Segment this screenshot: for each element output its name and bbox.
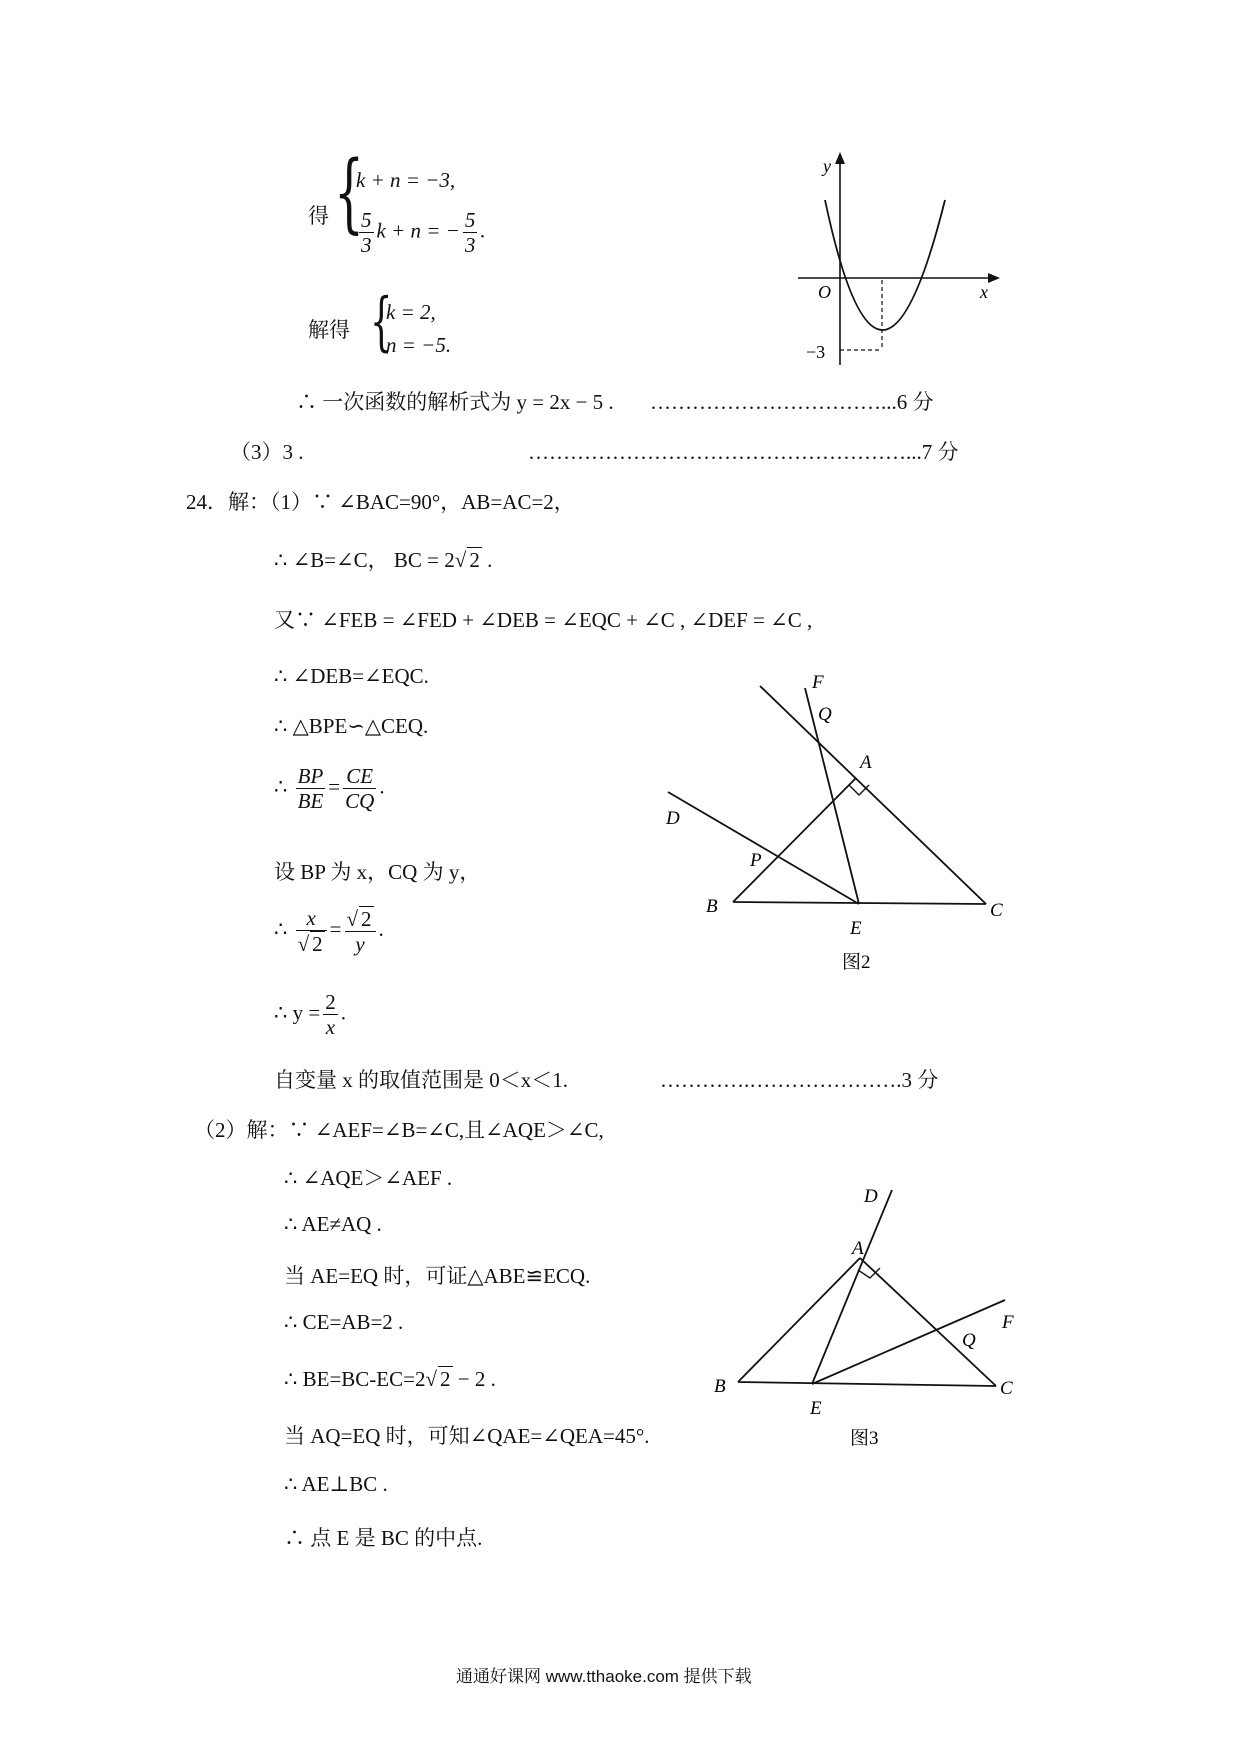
figure-2 — [660, 670, 1020, 980]
fig3-label-Q: Q — [962, 1330, 976, 1351]
fig2-label-A: A — [860, 752, 872, 773]
part2-line8: ∴ AE⊥BC . — [284, 1472, 388, 1496]
parabola-figure — [790, 150, 1010, 380]
p24-line2: ∴ ∠B=∠C， BC = 2√ 2 . — [274, 548, 493, 572]
fig2-label-C: C — [990, 900, 1003, 921]
y-axis-arrow — [835, 152, 845, 164]
part2-line6: ∴ BE=BC-EC=2√ 2 − 2 . — [284, 1367, 496, 1391]
fig2-label-F: F — [812, 672, 824, 693]
p24-line4: ∴ ∠DEB=∠EQC. — [274, 664, 429, 688]
system2-brace: { — [370, 285, 393, 359]
p24-line9: ∴ y = $\frac{2}{x}$ . — [274, 990, 346, 1040]
system2-prefix: 解得 — [308, 318, 350, 342]
fig3-label-F: F — [1002, 1312, 1014, 1333]
fig3-label-C: C — [1000, 1378, 1013, 1399]
p24-line5: ∴ △BPE∽△CEQ. — [274, 714, 429, 738]
parabola-curve — [825, 200, 945, 330]
part2-line9: ∴ 点 E 是 BC 的中点. — [284, 1526, 483, 1550]
fig2-line-EF — [805, 688, 859, 904]
system2-eq1: k = 2, — [386, 300, 436, 324]
part2-line1: （2）解：∵ ∠AEF=∠B=∠C,且∠AQE＞∠C, — [194, 1118, 604, 1142]
fig3-label-E: E — [810, 1398, 822, 1419]
system1-brace: { — [334, 143, 365, 243]
fig3-segment-BA — [738, 1258, 860, 1382]
p24-line10: 自变量 x 的取值范围是 0＜x＜1. — [274, 1068, 568, 1092]
x-axis-arrow — [988, 273, 1000, 283]
part2-line7: 当 AQ=EQ 时，可知∠QAE=∠QEA=45°. — [284, 1424, 650, 1448]
label-x: x — [980, 282, 988, 302]
fig2-label-Q: Q — [818, 704, 832, 725]
part2-line2: ∴ ∠AQE＞∠AEF . — [284, 1166, 453, 1190]
label-minus3: −3 — [806, 342, 826, 362]
system1-eq2: $\frac{5}{3}$ k + n = − $\frac{5}{3}$ . — [361, 208, 486, 258]
fig2-caption: 图2 — [842, 952, 871, 973]
p24-line6: ∴ $\frac{BP}{BE}$ = $\frac{CE}{CQ}$ . — [274, 764, 385, 814]
p24-line3: 又∵ ∠FEB = ∠FED + ∠DEB = ∠EQC + ∠C , ∠DEF = ∠C , — [274, 608, 813, 632]
fig3-caption: 图3 — [850, 1428, 879, 1449]
part2-line4: 当 AE=EQ 时，可证△ABE≌ECQ. — [284, 1264, 591, 1288]
fig3-label-D: D — [864, 1186, 878, 1207]
fig2-label-B: B — [706, 896, 718, 917]
fig2-line-ED — [668, 792, 859, 904]
fig3-label-B: B — [714, 1376, 726, 1397]
p24-line8: ∴ $\frac{x}{√ 2}$ = $\frac{√ 2}{y}$ . — [274, 906, 384, 957]
fig2-label-E: E — [850, 918, 862, 939]
part2-line3: ∴ AE≠AQ . — [284, 1212, 382, 1236]
fig3-label-A: A — [852, 1238, 864, 1259]
line-part3-dots: ………………………………………………...7 分 — [528, 440, 959, 464]
system2-eq2: n = −5. — [386, 333, 452, 357]
label-origin: O — [818, 282, 831, 302]
line-part3: （3）3 . — [230, 440, 304, 464]
line-linear: ∴ 一次函数的解析式为 y = 2x − 5 . — [296, 390, 614, 414]
part2-line5: ∴ CE=AB=2 . — [284, 1310, 404, 1334]
page-footer: 通通好课网 www.tthaoke.com 提供下载 — [456, 1667, 752, 1686]
fig3-segment-BC — [738, 1382, 996, 1386]
fig2-line-FC — [760, 686, 986, 904]
fig2-label-P: P — [750, 850, 762, 871]
p24-line10-dots: ………….………………….3 分 — [660, 1068, 939, 1092]
label-y: y — [823, 156, 831, 176]
p24-line7: 设 BP 为 x，CQ 为 y， — [274, 860, 481, 884]
fig2-right-angle — [849, 785, 869, 795]
fig2-label-D: D — [666, 808, 680, 829]
fig3-segment-AC — [860, 1258, 996, 1386]
system1-prefix: 得 — [308, 204, 329, 228]
line-linear-dots: ……………………………...6 分 — [650, 390, 934, 414]
system1-eq1: k + n = −3, — [356, 168, 456, 192]
figure-3 — [700, 1180, 1020, 1450]
p24-line1: 24．解：（1）∵ ∠BAC=90°，AB=AC=2， — [186, 490, 575, 514]
